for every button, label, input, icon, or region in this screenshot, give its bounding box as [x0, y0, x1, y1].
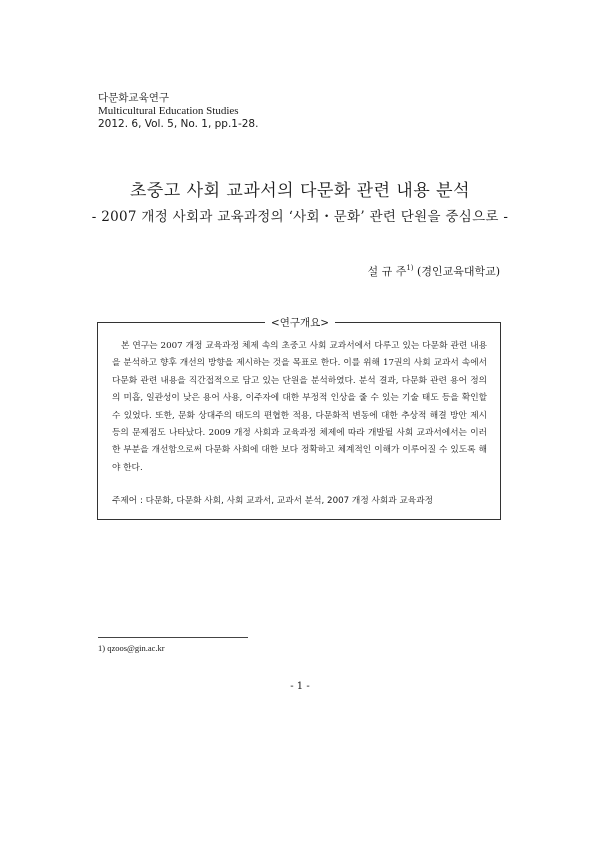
- page-number: - 1 -: [290, 681, 310, 692]
- author-affiliation: (경인교육대학교): [417, 265, 500, 278]
- keywords: 주제어 : 다문화, 다문화 사회, 사회 교과서, 교과서 분석, 2007 개정 사회과 교육과정: [112, 496, 433, 506]
- footnote-divider: [98, 637, 248, 638]
- paper-subtitle: - 2007 개정 사회과 교육과정의 ‘사회・문화’ 관련 단원을 중심으로 -: [91, 209, 509, 225]
- journal-name-korean: 다문화교육연구: [98, 92, 170, 104]
- abstract-body: 본 연구는 2007 개정 교육과정 체제 속의 초중고 사회 교과서에서 다루고 있는 다문화 관련 내용을 분석하고 향후 개선의 방향을 제시하는 것을 목표로 한다. 이를 위해 17권의 사회 교과서 속에서 다문화 관련 내용을 직간접적으로 담고 있는 단원을 분석하였다. 분석 결과, 다문화 관련 용어 정의의 미흡, 일관성이 낮은 용어 사용, 이주자에 대한 부정적 인상을 줄 수 있는 기술 태도 등을 확인할 수 있었다. 또한, 문화 상대주의 태도의 편협한 적용, 다문화적 변동에 대한 추상적 해결 방안 제시 등의 문제점도 나타났다. 2009 개정 사회과 교육과정 체제에 따라 개발될 사회 교과서에서는 이러한 부분을 개선함으로써 다문화 사회에 대한 보다 정확하고 체계적인 이해가 이루어질 수 있도록 해야 한다.: [112, 341, 487, 473]
- journal-issue: 2012. 6, Vol. 5, No. 1, pp.1-28.: [98, 118, 259, 130]
- paper-title: 초중고 사회 교과서의 다문화 관련 내용 분석: [129, 181, 471, 201]
- author-line: [367, 263, 500, 279]
- abstract-heading: [0, 315, 600, 330]
- journal-info: [98, 92, 258, 131]
- author-footnote-mark: 1): [406, 264, 414, 272]
- abstract-heading-text: <연구개요>: [265, 317, 335, 329]
- footnote: 1) qzoos@gin.ac.kr: [98, 643, 165, 653]
- journal-name-english: Multicultural Education Studies: [98, 105, 239, 117]
- author-name: 설 규 주: [367, 265, 407, 278]
